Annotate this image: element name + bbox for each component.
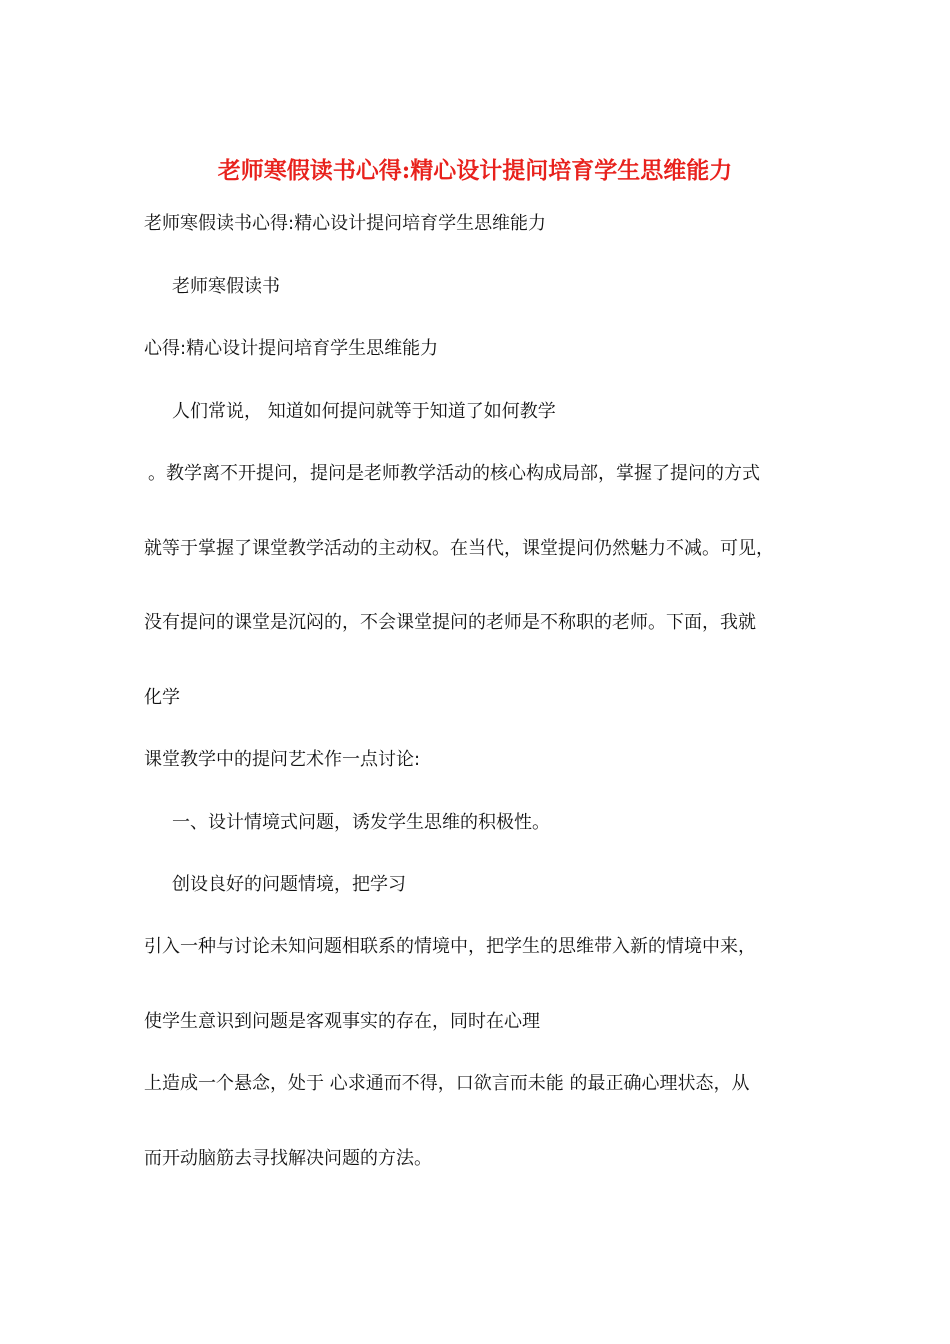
paragraph-line: 上造成一个悬念，处于 心求通而不得，口欲言而未能 的最正确心理状态，从 <box>144 1073 750 1094</box>
paragraph-line: 引入一种与讨论未知问题相联系的情境中，把学生的思维带入新的情境中来， <box>144 936 756 957</box>
paragraph-line: 创设良好的问题情境，把学习 <box>172 874 406 895</box>
paragraph-line: 老师寒假读书心得:精心设计提问培育学生思维能力 <box>144 213 547 234</box>
paragraph-line: 课堂教学中的提问艺术作一点讨论: <box>144 749 421 770</box>
paragraph-line: 一、设计情境式问题，诱发学生思维的积极性。 <box>172 812 550 833</box>
paragraph-line: 老师寒假读书 <box>172 276 280 297</box>
paragraph-line: 而开动脑筋去寻找解决问题的方法。 <box>144 1148 432 1169</box>
paragraph-line: 化学 <box>144 687 180 708</box>
paragraph-line: 没有提问的课堂是沉闷的，不会课堂提问的老师是不称职的老师。下面，我就 <box>144 612 756 633</box>
document-title: 老师寒假读书心得:精心设计提问培育学生思维能力 <box>217 157 733 184</box>
paragraph-line: 使学生意识到问题是客观事实的存在，同时在心理 <box>144 1011 540 1032</box>
paragraph-line: 就等于掌握了课堂教学活动的主动权。在当代，课堂提问仍然魅力不减。可见， <box>144 538 774 559</box>
paragraph-line: 人们常说， 知道如何提问就等于知道了如何教学 <box>172 401 556 422</box>
paragraph-line: 心得:精心设计提问培育学生思维能力 <box>144 338 439 359</box>
paragraph-line: 。教学离不开提问，提问是老师教学活动的核心构成局部，掌握了提问的方式 <box>148 463 760 484</box>
